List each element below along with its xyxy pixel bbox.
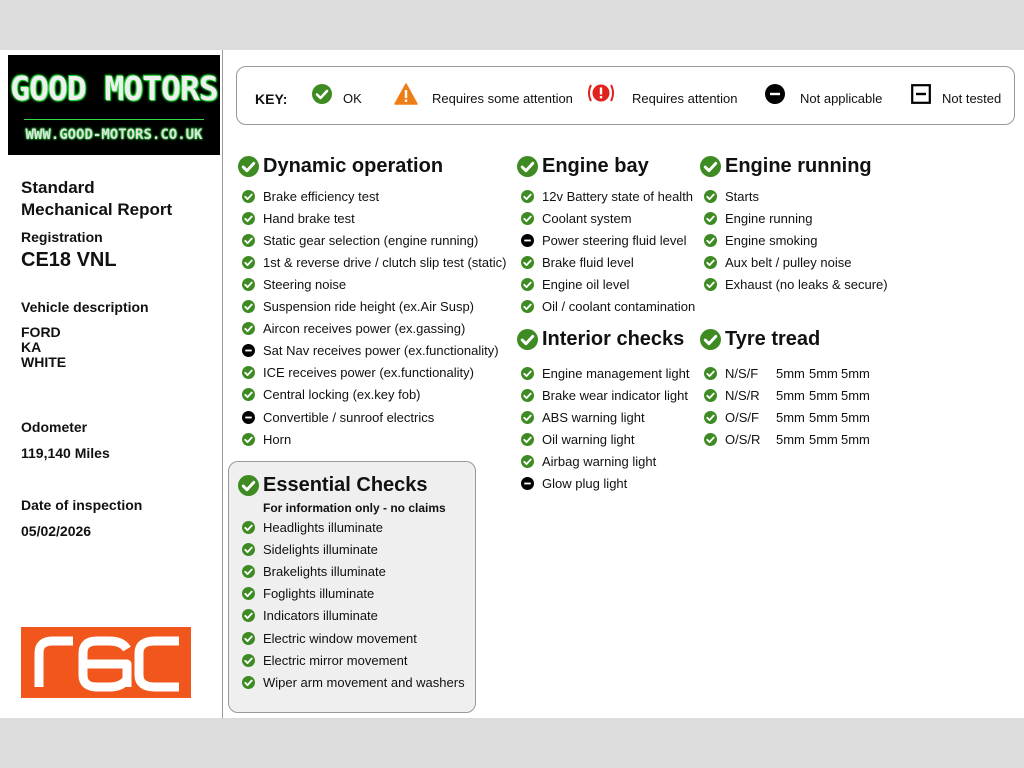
check-item [242, 585, 374, 603]
check-item-label: Indicators illuminate [263, 608, 378, 624]
report-title-line1: Standard [21, 178, 95, 197]
check-item [521, 275, 629, 293]
check-item [521, 386, 688, 404]
section-title: Dynamic operation [263, 155, 444, 177]
ok-icon [242, 256, 255, 269]
ok-icon [700, 329, 721, 350]
check-item-label: Electric mirror movement [263, 652, 408, 668]
vehicle-colour: WHITE [21, 354, 67, 370]
ok-icon [704, 256, 717, 269]
registration-value: CE18 VNL [21, 249, 117, 271]
ok-icon [242, 190, 255, 203]
check-item [242, 562, 386, 580]
check-item [704, 187, 759, 205]
check-item-label: Aux belt / pulley noise [725, 254, 852, 270]
check-item-label: Aircon receives power (ex.gassing) [263, 321, 466, 337]
ok-icon [521, 212, 534, 225]
key-label: KEY: [255, 91, 288, 107]
check-item [242, 342, 499, 360]
tyre-position: O/S/R [725, 431, 761, 447]
check-item-label: Electric window movement [263, 630, 417, 646]
check-item-label: Coolant system [542, 210, 632, 226]
not-tested-icon [911, 84, 931, 104]
vehicle-model: KA [21, 339, 42, 355]
ok-icon [704, 433, 717, 446]
check-item-label: Brake wear indicator light [542, 387, 688, 403]
tyre-depth-1: 5mm [776, 409, 805, 425]
check-item-label: Oil / coolant contamination [542, 299, 696, 314]
check-item [521, 408, 645, 426]
report-title-line2: Mechanical Report [21, 200, 173, 219]
section-title: Essential Checks [263, 474, 428, 496]
ok-icon [521, 256, 534, 269]
check-item [521, 209, 632, 227]
check-item-label: Brakelights illuminate [263, 563, 386, 579]
check-item-label: Suspension ride height (ex.Air Susp) [263, 299, 475, 314]
check-item-label: Brake fluid level [542, 254, 634, 270]
ok-icon [704, 234, 717, 247]
check-item [521, 231, 687, 249]
check-item [242, 275, 346, 293]
vehicle-make: FORD [21, 324, 61, 340]
check-item [704, 209, 812, 227]
check-item [521, 298, 695, 316]
check-item [242, 518, 383, 536]
ok-icon [238, 475, 259, 496]
tyre-depth-3: 5mm [841, 409, 870, 425]
check-item [704, 231, 818, 249]
ok-icon [242, 234, 255, 247]
ok-icon [521, 278, 534, 291]
inspection-date-value: 05/02/2026 [21, 523, 92, 539]
ok-icon [242, 632, 255, 645]
section-heading-engine-bay [517, 155, 649, 178]
tyre-row [704, 364, 870, 382]
ok-icon [704, 367, 717, 380]
check-item-label: Starts [725, 188, 759, 204]
key-not-applicable-label: Not applicable [800, 91, 883, 106]
check-item-label: Engine oil level [542, 276, 630, 292]
ok-icon [242, 565, 255, 578]
column-divider [222, 50, 223, 718]
check-item [242, 629, 417, 647]
check-item-label: Foglights illuminate [263, 586, 375, 602]
section-heading-dynamic [238, 155, 443, 178]
key-not-tested-label: Not tested [942, 91, 1002, 106]
check-item-label: Sat Nav receives power (ex.functionality) [263, 343, 499, 359]
logo-website: WWW.GOOD-MOTORS.CO.UK [25, 127, 203, 143]
ok-icon [704, 278, 717, 291]
check-item [521, 475, 627, 493]
odometer-label: Odometer [21, 419, 88, 435]
check-item-label: Brake efficiency test [263, 188, 380, 204]
tyre-depth-3: 5mm [841, 365, 870, 381]
ok-icon [242, 609, 255, 622]
inspection-date-label: Date of inspection [21, 497, 143, 513]
check-item-label: Oil warning light [542, 431, 635, 447]
check-item-label: Convertible / sunroof electrics [263, 409, 435, 425]
tyre-row [704, 386, 870, 404]
check-item-label: Sidelights illuminate [263, 541, 378, 557]
ok-icon [517, 156, 538, 177]
check-item [521, 430, 635, 448]
tyre-depth-1: 5mm [776, 365, 805, 381]
section-heading-tyre [700, 328, 820, 351]
check-item-label: Steering noise [263, 276, 347, 292]
not-applicable-icon [242, 411, 255, 424]
report-title [21, 177, 211, 221]
tyre-depth-2: 5mm [809, 409, 838, 425]
check-item [242, 209, 355, 227]
key-attention-label: Requires attention [632, 91, 738, 106]
not-applicable-icon [521, 234, 534, 247]
check-item [242, 651, 407, 669]
logo-title: GOOD MOTORS [10, 69, 218, 108]
ok-icon [704, 212, 717, 225]
key-some-attention-label: Requires some attention [432, 91, 573, 106]
check-item-label: Static gear selection (engine running) [263, 232, 479, 248]
essential-checks-note: For information only - no claims [263, 501, 446, 515]
tyre-depth-1: 5mm [776, 387, 805, 403]
check-item-label: ICE receives power (ex.functionality) [263, 365, 474, 381]
ok-icon [521, 433, 534, 446]
check-item [521, 452, 656, 470]
tyre-position: N/S/F [725, 365, 759, 381]
check-item-label: Power steering fluid level [542, 232, 687, 248]
section-heading-interior [517, 328, 684, 351]
status-key [236, 66, 1015, 125]
ok-icon [242, 654, 255, 667]
check-item-label: Exhaust (no leaks & secure) [725, 276, 888, 292]
tyre-depth-2: 5mm [809, 387, 838, 403]
ok-icon [521, 367, 534, 380]
ok-icon [242, 676, 255, 689]
check-item [242, 607, 378, 625]
check-item [242, 430, 291, 448]
section-heading-essential [238, 474, 428, 497]
ok-icon [312, 84, 332, 104]
ok-icon [242, 322, 255, 335]
registration-label: Registration [21, 229, 103, 245]
check-item-label: ABS warning light [542, 409, 645, 425]
check-item [242, 187, 379, 205]
tyre-depth-3: 5mm [841, 431, 870, 447]
check-item-label: Headlights illuminate [263, 519, 383, 535]
ok-icon [242, 300, 255, 313]
ok-icon [704, 389, 717, 402]
section-title: Interior checks [542, 328, 685, 350]
check-item [242, 231, 478, 249]
vehicle-description-label: Vehicle description [21, 299, 149, 315]
check-item-label: Wiper arm movement and washers [263, 674, 465, 690]
check-item [242, 673, 465, 691]
section-title: Engine bay [542, 155, 649, 177]
ok-icon [700, 156, 721, 177]
check-item-label: Central locking (ex.key fob) [263, 387, 421, 403]
check-item [242, 320, 465, 338]
tyre-depth-1: 5mm [776, 431, 805, 447]
ok-icon [521, 389, 534, 402]
not-applicable-icon [242, 344, 255, 357]
check-item [242, 364, 474, 382]
check-item-label: Glow plug light [542, 476, 628, 491]
ok-icon [242, 521, 255, 534]
check-item-label: Hand brake test [263, 210, 355, 226]
check-item [242, 540, 378, 558]
tyre-position: N/S/R [725, 387, 760, 403]
ok-icon [242, 433, 255, 446]
ok-icon [242, 212, 255, 225]
ok-icon [521, 190, 534, 203]
tyre-row [704, 408, 870, 426]
check-item-label: Engine running [725, 210, 813, 226]
alert-icon [587, 82, 615, 104]
ok-icon [521, 455, 534, 468]
check-item-label: Engine management light [542, 365, 690, 381]
section-title: Tyre tread [725, 328, 821, 350]
odometer-value: 119,140 Miles [21, 445, 110, 461]
check-item [242, 386, 421, 404]
check-item [242, 253, 506, 271]
check-item-label: 1st & reverse drive / clutch slip test (static) [263, 254, 507, 270]
check-item [704, 275, 888, 293]
ok-icon [242, 278, 255, 291]
section-title: Engine running [725, 155, 872, 177]
check-item-label: 12v Battery state of health [542, 188, 694, 204]
ok-icon [704, 411, 717, 424]
section-heading-engine-running [700, 155, 872, 178]
tyre-depth-3: 5mm [841, 387, 870, 403]
not-applicable-icon [521, 477, 534, 490]
ok-icon [704, 190, 717, 203]
logo-divider [24, 119, 204, 120]
ok-icon [521, 411, 534, 424]
check-item [521, 253, 634, 271]
not-applicable-icon [765, 84, 785, 104]
ok-icon [242, 587, 255, 600]
check-item-label: Engine smoking [725, 232, 818, 248]
tyre-row [704, 430, 870, 448]
check-item-label: Horn [263, 431, 292, 447]
warning-icon [394, 83, 418, 105]
key-ok-label: OK [343, 91, 362, 106]
check-item [521, 364, 689, 382]
check-item [704, 253, 851, 271]
check-item [242, 298, 474, 316]
ok-icon [242, 366, 255, 379]
check-item [521, 187, 693, 205]
tyre-position: O/S/F [725, 409, 759, 425]
ok-icon [517, 329, 538, 350]
ok-icon [242, 388, 255, 401]
check-item-label: Airbag warning light [542, 453, 657, 469]
rac-logo [21, 627, 191, 698]
good-motors-logo [8, 55, 220, 155]
ok-icon [242, 543, 255, 556]
tyre-depth-2: 5mm [809, 431, 838, 447]
ok-icon [521, 300, 534, 313]
check-item [242, 408, 434, 426]
tyre-depth-2: 5mm [809, 365, 838, 381]
ok-icon [238, 156, 259, 177]
